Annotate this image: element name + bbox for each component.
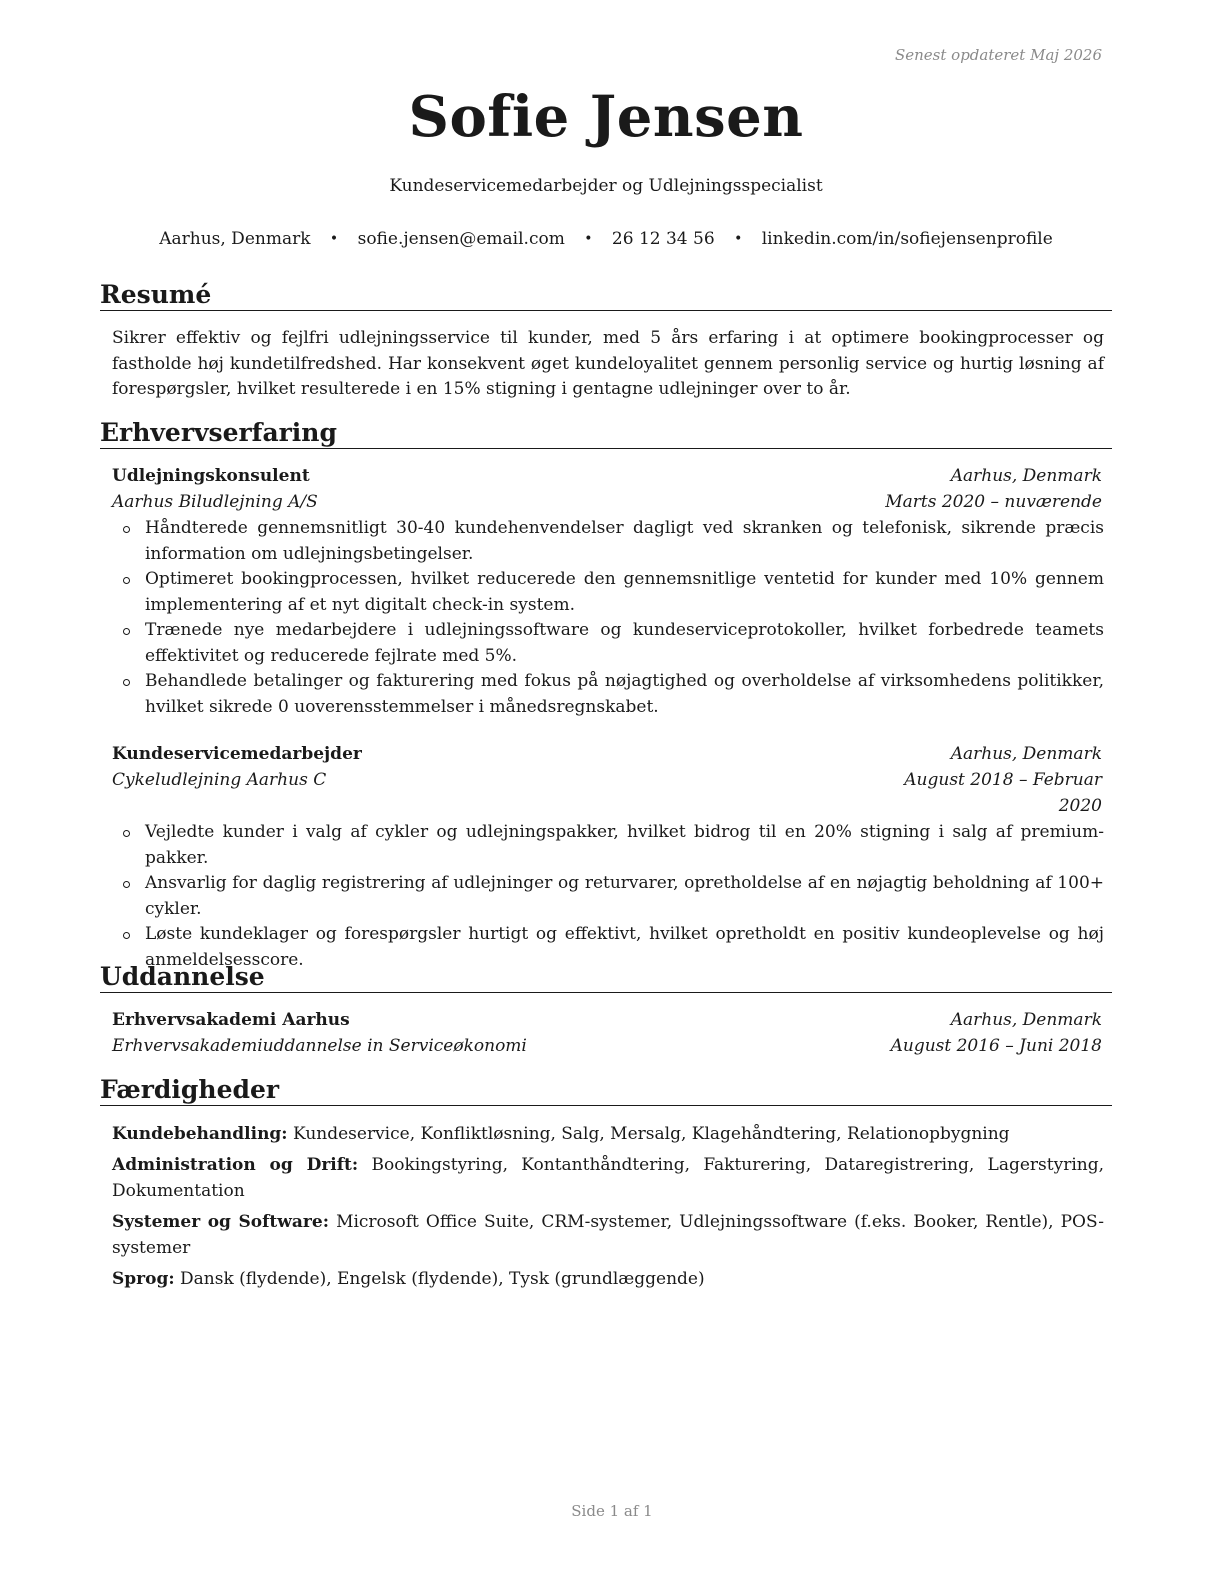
list-item xyxy=(112,567,1104,618)
section-title-summary: Resumé xyxy=(100,280,1112,311)
education-dates: August 2016 – Juni 2018 xyxy=(890,1036,1102,1056)
skill-line xyxy=(112,1153,1104,1204)
section-title-skills: Færdigheder xyxy=(100,1075,1112,1106)
skill-value: Microsoft Office Suite, CRM-systemer, Udlejningssoftware (f.eks. Booker, Rentle), POS-systemer xyxy=(112,1212,1105,1258)
contact-email[interactable]: sofie.jensen@email.com xyxy=(357,229,565,249)
job-location: Aarhus, Denmark xyxy=(950,466,1102,486)
job-header xyxy=(112,464,1102,490)
education-header xyxy=(112,1008,1102,1034)
list-item xyxy=(112,618,1104,669)
skill-label: Systemer og Software: xyxy=(112,1212,329,1232)
bullet-circle-icon xyxy=(123,932,130,939)
skill-label: Sprog: xyxy=(112,1269,175,1289)
separator-dot: • xyxy=(734,231,743,247)
skill-line xyxy=(112,1122,1104,1148)
bullet-text: Behandlede betalinger og fakturering med fokus på nøjagtighed og overholdelse af virksomhedens politikker, hvilket sikrede 0 uoverensstemmelser i månedsregnskabet. xyxy=(145,671,1104,717)
job-role: Udlejningskonsulent xyxy=(112,466,310,486)
job-subheader xyxy=(112,768,1102,820)
bullet-circle-icon xyxy=(123,881,130,888)
job-company: Aarhus Biludlejning A/S xyxy=(112,492,318,512)
job-dates xyxy=(904,768,1102,819)
list-item xyxy=(112,669,1104,720)
skill-line xyxy=(112,1267,1104,1293)
skill-value: Kundeservice, Konfliktløsning, Salg, Mersalg, Klagehåndtering, Relationopbygning xyxy=(293,1124,1010,1144)
job-dates: Marts 2020 – nuværende xyxy=(885,492,1102,512)
education-school: Erhvervsakademi Aarhus xyxy=(112,1010,350,1030)
separator-dot: • xyxy=(584,231,593,247)
list-item xyxy=(112,516,1104,567)
page-number: Side 1 af 1 xyxy=(571,1502,653,1520)
resume-page xyxy=(100,0,1112,1584)
job-dates-line-1: August 2018 – Februar xyxy=(904,770,1102,790)
job-dates-line-2: 2020 xyxy=(1058,795,1102,816)
job-header xyxy=(112,742,1102,768)
bullet-circle-icon xyxy=(123,830,130,837)
section-title-education: Uddannelse xyxy=(100,962,1112,993)
section-title-experience: Erhvervserfaring xyxy=(100,418,1112,449)
bullet-text: Ansvarlig for daglig registrering af udlejninger og returvarer, opretholdelse af en nøjagtig beholdning af 100+ cykler. xyxy=(145,873,1104,919)
education-subheader xyxy=(112,1034,1102,1060)
education-location: Aarhus, Denmark xyxy=(950,1010,1102,1030)
list-item xyxy=(112,871,1104,922)
candidate-name: Sofie Jensen xyxy=(408,84,804,150)
bullet-text: Optimeret bookingprocessen, hvilket reducerede den gennemsnitlige ventetid for kunder med 10% gennem implementering af et nyt digitalt check-in system. xyxy=(145,569,1104,615)
skill-line xyxy=(112,1210,1104,1261)
separator-dot: • xyxy=(329,231,339,247)
job-role: Kundeservicemedarbejder xyxy=(112,744,362,764)
job-bullets xyxy=(112,516,1104,720)
bullet-text: Vejledte kunder i valg af cykler og udlejningspakker, hvilket bidrog til en 20% stigning i salg af premium-pakker. xyxy=(145,822,1104,868)
bullet-text: Trænede nye medarbejdere i udlejningssoftware og kundeserviceprotokoller, hvilket forbedrede teamets effektivitet og reducerede fejlrate med 5%. xyxy=(145,620,1104,666)
contact-phone[interactable]: 26 12 34 56 xyxy=(611,229,715,249)
bullet-circle-icon xyxy=(123,679,130,686)
last-updated: Senest opdateret Maj 2026 xyxy=(894,46,1102,64)
job-bullets xyxy=(112,820,1104,973)
job-company: Cykeludlejning Aarhus C xyxy=(112,770,327,790)
bullet-circle-icon xyxy=(123,577,130,584)
list-item xyxy=(112,820,1104,871)
bullet-circle-icon xyxy=(123,526,130,533)
bullet-text: Løste kundeklager og forespørgsler hurtigt og effektivt, hvilket opretholdt en positiv kundeoplevelse og høj anmeldelsesscore. xyxy=(145,924,1104,970)
headline: Kundeservicemedarbejder og Udlejningsspecialist xyxy=(389,176,823,196)
skill-label: Administration og Drift: xyxy=(112,1155,359,1175)
bullet-text: Håndterede gennemsnitligt 30-40 kundehenvendelser dagligt ved skranken og telefonisk, sikrende præcis information om udlejningsbetingelser. xyxy=(145,518,1104,564)
contact-line xyxy=(100,229,1112,249)
contact-location: Aarhus, Denmark xyxy=(159,229,311,249)
job-subheader xyxy=(112,490,1102,516)
job-location: Aarhus, Denmark xyxy=(950,744,1102,764)
skill-label: Kundebehandling: xyxy=(112,1124,288,1144)
contact-linkedin[interactable]: linkedin.com/in/sofiejensenprofile xyxy=(761,229,1053,249)
bullet-circle-icon xyxy=(123,628,130,635)
skill-value: Bookingstyring, Kontanthåndtering, Fakturering, Dataregistrering, Lagerstyring, Dokumentation xyxy=(112,1155,1104,1201)
summary-text: Sikrer effektiv og fejlfri udlejningsservice til kunder, med 5 års erfaring i at optimere bookingprocesser og fastholde høj kundetilfredshed. Har konsekvent øget kundeloyalitet gennem personlig service og hurtig løsning af forespørgsler, hvilket resulterede i en 15% stigning i gentagne udlejninger over to år. xyxy=(112,328,1104,399)
skill-value: Dansk (flydende), Engelsk (flydende), Tysk (grundlæggende) xyxy=(180,1269,705,1289)
education-degree: Erhvervsakademiuddannelse in Serviceøkonomi xyxy=(112,1036,527,1056)
